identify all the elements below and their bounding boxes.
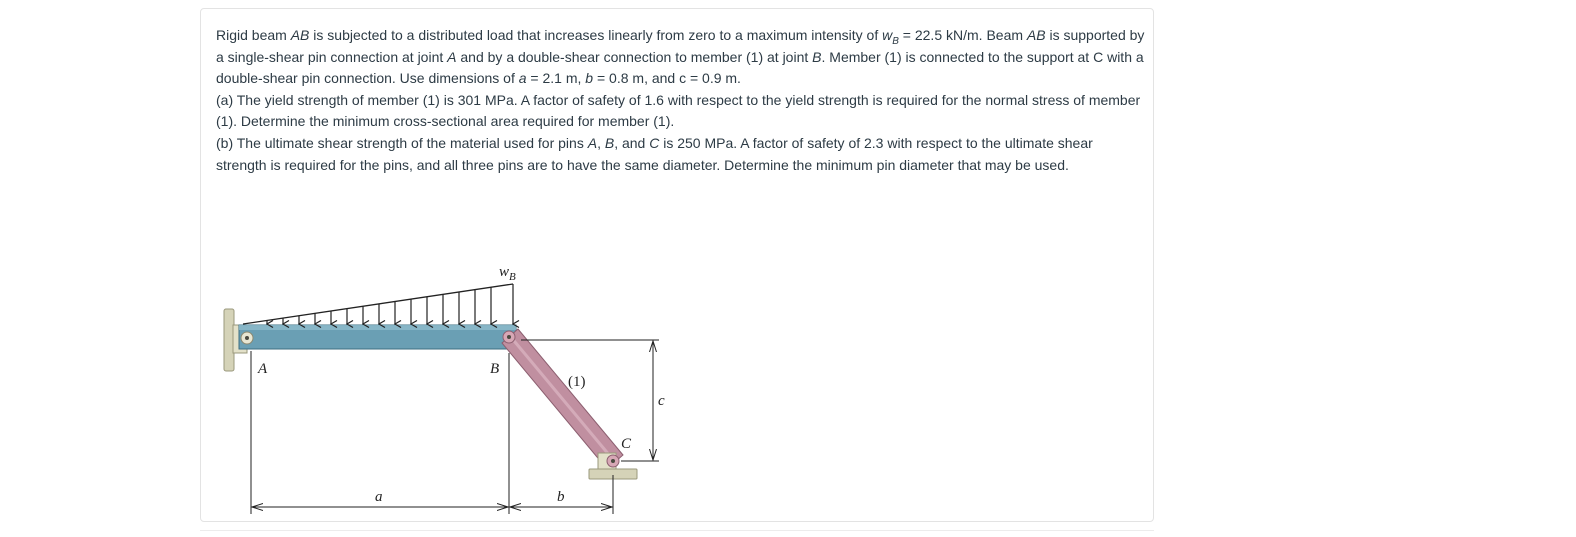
text-segment: is 250 MPa. A factor of safety of 2.3 with respect to the ultimate shear strength is required for the pins, and all three pins are to have the same diameter. Determine the minimum pin diameter that may be used. xyxy=(216,134,1093,173)
label-dim-c: c xyxy=(658,393,665,409)
pin-c-symbol: C xyxy=(649,134,660,151)
label-dim-b: b xyxy=(557,489,565,505)
beam-figure xyxy=(221,249,691,519)
beam-ab xyxy=(239,325,516,349)
label-c: C xyxy=(621,436,632,452)
beam-diagram xyxy=(221,249,691,519)
text-segment: (b) The ultimate shear strength of the material used for pins xyxy=(216,134,588,151)
label-dim-a: a xyxy=(375,489,383,505)
joint-b-symbol: B xyxy=(812,48,822,65)
label-b: B xyxy=(490,361,500,377)
problem-part-a: (a) The yield strength of member (1) is 301 MPa. A factor of safety of 1.6 with respect to the yield strength is required for the normal stress of member (1). Determine the minimum cross-sectional area required for member (1). xyxy=(216,91,1141,130)
text-segment: = 0.8 m, and c = 0.9 m. xyxy=(593,70,741,87)
problem-intro xyxy=(216,25,1146,90)
text-segment: Rigid beam xyxy=(216,27,291,43)
text-segment: . Member (1) is connected to the support at C with a double-shear pin connection. Use dimensions of xyxy=(216,48,1144,87)
text-segment: = 2.1 m, xyxy=(526,70,586,87)
text-segment: , and xyxy=(614,134,650,151)
beam-ab-symbol: AB xyxy=(290,27,310,43)
distributed-load xyxy=(243,284,513,324)
text-segment: , xyxy=(597,134,605,151)
dim-b-symbol: b xyxy=(585,70,594,87)
pin-a-symbol: A xyxy=(587,134,598,151)
text-segment: = 22.5 kN/m. Beam xyxy=(898,27,1027,43)
text-segment: and by a double-shear connection to member (1) at joint xyxy=(456,48,813,65)
beam-ab-symbol: AB xyxy=(1026,27,1046,43)
divider xyxy=(200,530,1154,531)
label-a: A xyxy=(258,361,268,377)
dim-a-symbol: a xyxy=(518,70,527,87)
load-label: $w_B$ xyxy=(499,264,516,283)
problem-part-b xyxy=(216,133,1146,176)
problem-statement xyxy=(216,25,1146,176)
label-member-1: (1) xyxy=(568,374,586,390)
load-symbol-w: w xyxy=(882,27,893,43)
text-segment: is supported by a single-shear pin connection at joint xyxy=(216,27,1145,65)
load-symbol-sub: B xyxy=(892,35,899,47)
text-segment: is subjected to a distributed load that increases linearly from zero to a maximum intensity of xyxy=(309,27,883,43)
pin-b-symbol: B xyxy=(604,134,615,151)
member-1 xyxy=(502,329,623,469)
joint-a-symbol: A xyxy=(447,48,457,65)
problem-card xyxy=(200,8,1154,522)
